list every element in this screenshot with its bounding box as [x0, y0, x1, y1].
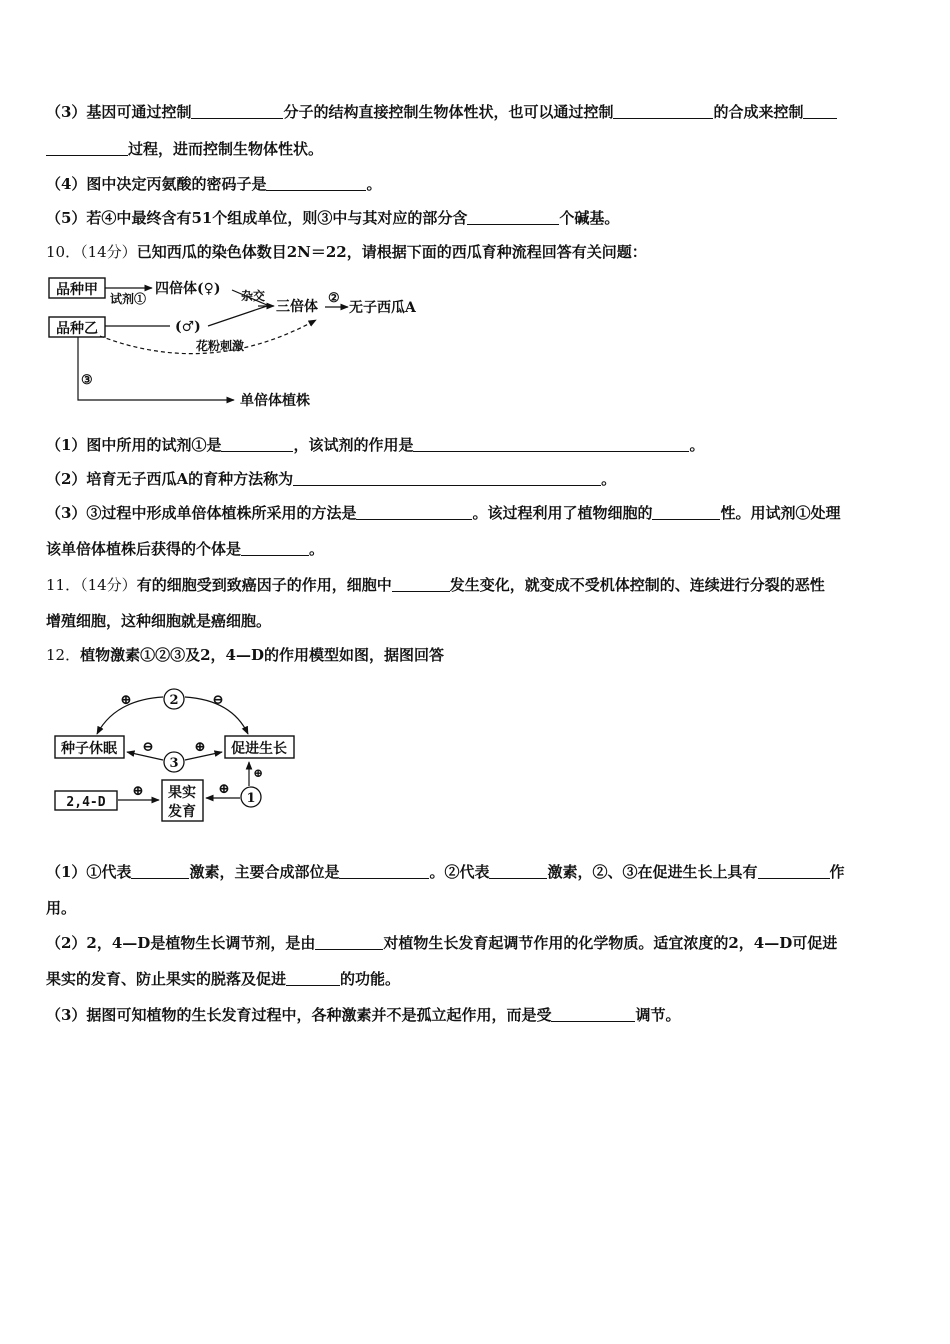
answer-blank[interactable]: [221, 435, 293, 452]
hormone-2-label: 2: [169, 693, 179, 708]
answer-blank[interactable]: [315, 933, 383, 950]
cross-label: 杂交: [241, 289, 266, 303]
answer-blank[interactable]: [286, 969, 340, 986]
hormone-1-label: 1: [246, 791, 256, 806]
plus-2-dormancy: ⊕: [120, 692, 132, 708]
minus-3-dormancy: ⊖: [142, 739, 154, 755]
q10-part3-line1: （3）③过程中形成单倍体植株所采用的方法是 。该过程利用了植物细胞的 性。用试剂①处理: [46, 504, 841, 522]
promote-growth-label: 促进生长: [231, 741, 287, 757]
haploid-label: 单倍体植株: [240, 393, 310, 409]
answer-blank[interactable]: [293, 469, 601, 486]
minus-2-growth: ⊖: [212, 692, 224, 708]
pollen-label: 花粉刺激: [196, 339, 245, 353]
fruit-dev-label-2: 发育: [168, 804, 196, 820]
fruit-dev-label-1: 果实: [168, 785, 196, 801]
q12-part2-line1: （2）2，4—D是植物生长调节剂，是由 对植物生长发育起调节作用的化学物质。适宜浓度的2，4—D可促进: [46, 934, 838, 952]
male-label: (♂): [175, 319, 201, 335]
variety-a-label: 品种甲: [56, 282, 98, 298]
seed-dormancy-label: 种子休眠: [61, 741, 117, 757]
cross-line-bottom: [208, 306, 267, 326]
step3-label: ③: [81, 373, 93, 388]
hormone-3-label: 3: [169, 756, 179, 771]
q10-part2: （2）培育无子西瓜A的育种方法称为 。: [46, 470, 617, 488]
answer-blank[interactable]: [339, 862, 429, 879]
answer-blank[interactable]: [131, 862, 189, 879]
q12-part1-line2: 用。: [46, 899, 77, 917]
q12-part1-line1: （1）①代表 激素，主要合成部位是 。②代表 激素，②、③在促进生长上具有 作: [46, 863, 845, 881]
plus-1-fruit: ⊕: [218, 781, 230, 797]
plus-1-growth: ⊕: [252, 766, 264, 780]
plus-d24-fruit: ⊕: [132, 783, 144, 799]
d24-label: 2,4-D: [66, 795, 106, 810]
answer-blank[interactable]: [413, 435, 689, 452]
q11-line1: 11．（14分）有的细胞受到致癌因子的作用，细胞中 发生变化，就变成不受机体控制的、连续进行分裂的恶性: [46, 576, 825, 594]
step2-label: ②: [328, 291, 340, 306]
q11-line2: 增殖细胞，这种细胞就是癌细胞。: [46, 612, 272, 630]
q12-stem: 12．植物激素①②③及2，4—D的作用模型如图，据图回答: [46, 646, 444, 664]
q10-part1: （1）图中所用的试剂①是 ，该试剂的作用是 。: [46, 436, 705, 454]
plus-3-growth: ⊕: [194, 739, 206, 755]
q10-stem: 10．（14分）已知西瓜的染色体数目2N＝22，请根据下面的西瓜育种流程回答有关问题：: [46, 243, 647, 261]
q9-part4: （4）图中决定丙氨酸的密码子是 。: [46, 175, 382, 193]
q12-part3: （3）据图可知植物的生长发育过程中，各种激素并不是孤立起作用，而是受 调节。: [46, 1006, 681, 1024]
q10-part3-line2: 该单倍体植株后获得的个体是 。: [46, 540, 325, 558]
q12-part2-line2: 果实的发育、防止果实的脱落及促进 的功能。: [46, 970, 401, 988]
answer-blank[interactable]: [241, 539, 309, 556]
answer-blank[interactable]: [652, 503, 720, 520]
answer-blank[interactable]: [356, 503, 472, 520]
reagent-label: 试剂①: [110, 292, 147, 306]
variety-b-label: 品种乙: [56, 321, 98, 337]
q9-part3-line1: （3）基因可通过控制 分子的结构直接控制生物体性状，也可以通过控制 的合成来控制: [46, 102, 908, 122]
seedless-label: 无子西瓜A: [349, 300, 416, 316]
answer-blank[interactable]: [758, 862, 830, 879]
answer-blank[interactable]: [392, 575, 450, 592]
q9-part3-line2: 过程，进而控制生物体性状。: [46, 139, 908, 159]
triploid-label: 三倍体: [276, 299, 318, 315]
answer-blank[interactable]: [551, 1005, 635, 1022]
answer-blank[interactable]: [489, 862, 547, 879]
q9-part5: （5）若④中最终含有51个组成单位，则③中与其对应的部分含 个碱基。: [46, 209, 620, 227]
tetraploid-label: 四倍体(♀): [155, 281, 221, 297]
